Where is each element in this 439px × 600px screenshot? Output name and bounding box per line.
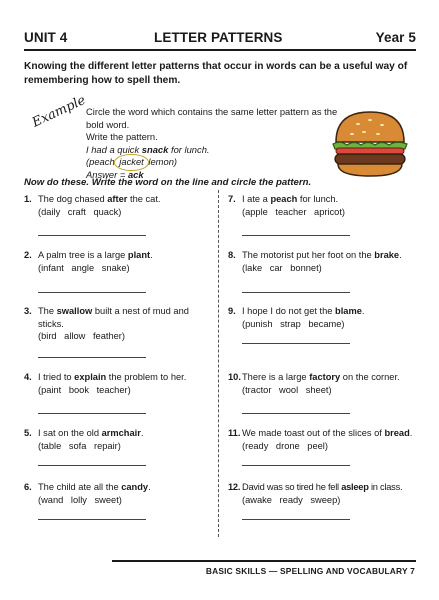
options: (table sofa repair) xyxy=(38,440,121,451)
footer-rule xyxy=(112,560,416,562)
answer-line[interactable] xyxy=(38,465,146,466)
example-bold-word: snack xyxy=(141,143,169,155)
example-sentence: I had a quick snack for lunch. xyxy=(86,143,210,155)
options: (paint book teacher) xyxy=(38,384,131,395)
question-5: 5. I sat on the old armchair. (table sofa repair) xyxy=(24,427,209,452)
example-options: (peach jacket lemon) xyxy=(86,156,178,167)
answer-line[interactable] xyxy=(38,357,146,358)
question-4: 4. I tried to explain the problem to her. (paint book teacher) xyxy=(24,371,209,396)
answer-line[interactable] xyxy=(242,465,350,466)
answer-line[interactable] xyxy=(242,343,350,344)
question-3: 3. The swallow built a nest of mud and sticks. (bird allow feather) xyxy=(24,305,209,343)
answer-line[interactable] xyxy=(38,413,146,414)
question-11: 11. We made toast out of the slices of bread. (ready drone peel) xyxy=(228,427,420,452)
options: (bird allow feather) xyxy=(38,331,125,341)
intro-text: Knowing the different letter patterns that occur in words can be a useful way of remembering how to spell them. xyxy=(24,61,408,86)
question-2: 2. A palm tree is a large plant. (infant angle snake) xyxy=(24,249,209,274)
example-answer-value: ack xyxy=(127,168,144,180)
example-answer: Answer = ack xyxy=(86,168,144,180)
answer-line[interactable] xyxy=(38,519,146,520)
question-12: 12. David was so tired he fell asleep in class. (awake ready sweep) xyxy=(228,481,420,506)
page-title: LETTER PATTERNS xyxy=(154,30,283,45)
options: (tractor wool sheet) xyxy=(242,384,332,395)
hamburger-icon xyxy=(330,108,410,180)
answer-line[interactable] xyxy=(242,292,350,293)
unit-label: UNIT 4 xyxy=(24,30,68,45)
example-circled-word: jacket xyxy=(119,156,144,167)
question-9: 9. I hope I do not get the blame. (punish strap became) xyxy=(228,305,420,330)
question-6: 6. The child ate all the candy. (wand lolly sweet) xyxy=(24,481,209,506)
options: (infant angle snake) xyxy=(38,262,130,273)
question-10: 10.There is a large factory on the corner. (tractor wool sheet) xyxy=(228,371,420,396)
page-footer: BASIC SKILLS — SPELLING AND VOCABULARY 7 xyxy=(205,566,415,576)
answer-line[interactable] xyxy=(242,413,350,414)
answer-line[interactable] xyxy=(242,235,350,236)
answer-line[interactable] xyxy=(38,235,146,236)
options: (punish strap became) xyxy=(242,318,345,329)
options: (lake car bonnet) xyxy=(242,262,322,273)
column-divider xyxy=(218,190,219,537)
example-block xyxy=(86,106,356,181)
page-header xyxy=(24,30,416,48)
example-instruction-2: Write the pattern. xyxy=(86,131,158,142)
options: (daily craft quack) xyxy=(38,206,122,217)
exercise-instruction: Now do these. Write the word on the line and circle the pattern. xyxy=(24,177,312,188)
answer-line[interactable] xyxy=(242,519,350,520)
example-instruction-1: Circle the word which contains the same letter pattern as the bold word. xyxy=(86,106,338,130)
answer-line[interactable] xyxy=(38,292,146,293)
question-8: 8. The motorist put her foot on the brake. (lake car bonnet) xyxy=(228,249,420,274)
options: (awake ready sweep) xyxy=(242,494,341,505)
example-label: Example xyxy=(30,92,89,131)
question-7: 7. I ate a peach for lunch. (apple teacher apricot) xyxy=(228,193,420,218)
question-1: 1. The dog chased after the cat. (daily craft quack) xyxy=(24,193,209,218)
options: (wand lolly sweet) xyxy=(38,494,122,505)
options: (ready drone peel) xyxy=(242,440,328,451)
year-label: Year 5 xyxy=(375,30,416,45)
options: (apple teacher apricot) xyxy=(242,206,346,217)
header-rule xyxy=(24,49,416,51)
